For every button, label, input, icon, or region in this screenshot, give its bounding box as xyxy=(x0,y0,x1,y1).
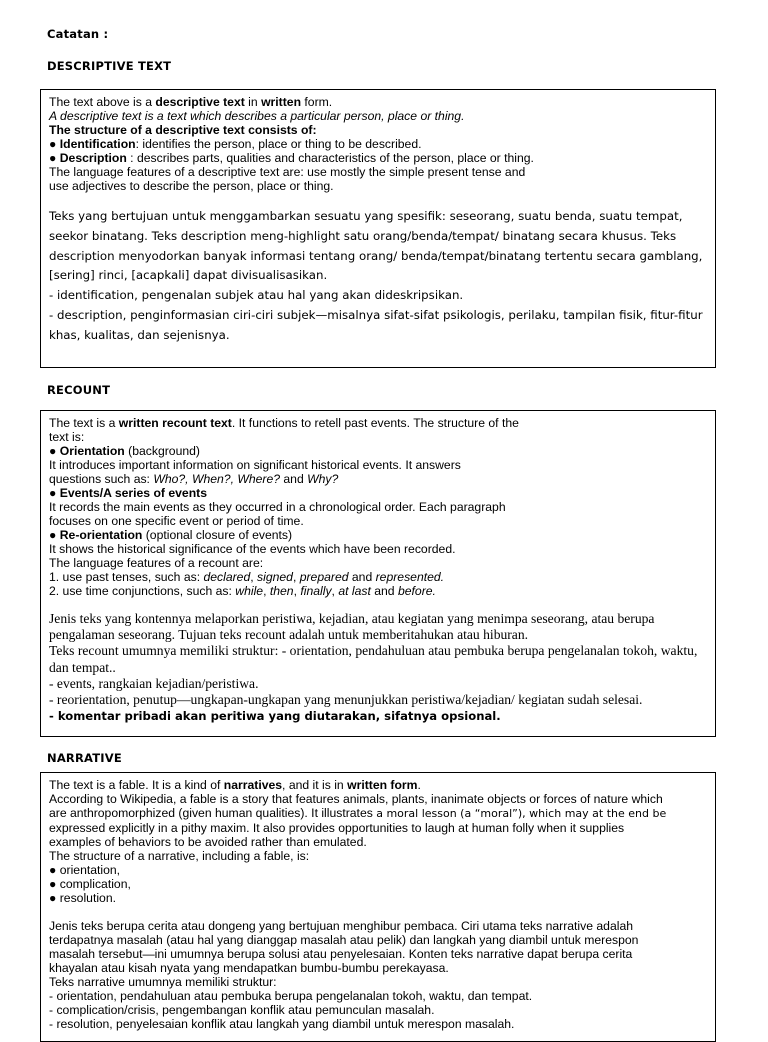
text-line: ● Description : describes parts, qualities and characteristics of the person, place or thing. xyxy=(49,151,534,165)
text-line: - resolution, penyelesaian konflik atau langkah yang diambil untuk merespon masalah. xyxy=(49,1017,515,1031)
text-line: ● Events/A series of events xyxy=(49,486,207,500)
text-line: ● Re-orientation (optional closure of events) xyxy=(49,528,293,542)
recount-indonesian-line: - events, rangkaian kejadian/peristiwa. xyxy=(49,675,259,691)
recount-indonesian-paragraph: Jenis teks yang kontennya melaporkan peristiwa, kejadian, atau kegiatan yang menimpa seseorang, atau berupa pengalaman seseorang. Tujuan teks recount adalah untuk memberitahukan atau hiburan. xyxy=(49,611,655,643)
text-line: Teks narrative umumnya memiliki struktur: xyxy=(49,975,277,989)
recount-indonesian-line: - reorientation, penutup—ungkapan-ungkapan yang menunjukkan peristiwa/kejadian/ kegiatan sudah selesai. xyxy=(49,692,643,708)
text-line: masalah tersebut—ini umumnya berupa solusi atau penyelesaian. Konten teks narrative dapat berupa cerita xyxy=(49,947,633,961)
narrative-box xyxy=(40,772,716,1042)
text-line: The language features of a recount are: xyxy=(49,556,264,570)
text-line: expressed explicitly in a pithy maxim. It also provides opportunities to laugh at human folly when it supplies xyxy=(49,821,625,835)
text-line: The structure of a narrative, including a fable, is: xyxy=(49,849,310,863)
text-line: questions such as: Who?, When?, Where? and Why? xyxy=(49,472,339,486)
recount-indonesian-paragraph: Teks recount umumnya memiliki struktur: - orientation, pendahuluan atau pembuka berupa pengelanalan tokoh, waktu, dan tempat.. xyxy=(49,643,698,675)
text-line: - orientation, pendahuluan atau pembuka berupa pengelanalan tokoh, waktu, dan tempat. xyxy=(49,989,533,1003)
text-line: ● Orientation (background) xyxy=(49,444,200,458)
narrative-heading: NARRATIVE xyxy=(47,751,122,765)
text-line: The structure of a descriptive text consists of: xyxy=(49,123,317,137)
text-line: - complication/crisis, pengembangan konflik atau pemunculan masalah. xyxy=(49,1003,435,1017)
descriptive-indonesian-line: - identification, pengenalan subjek atau hal yang akan dideskripsikan. xyxy=(49,288,464,303)
text-line: khayalan atau kisah nyata yang mendapatkan bumbu-bumbu perekayasa. xyxy=(49,961,449,975)
text-line: The language features of a descriptive text are: use mostly the simple present tense and xyxy=(49,165,526,179)
catatan-label: Catatan : xyxy=(47,27,109,41)
text-line: A descriptive text is a text which describes a particular person, place or thing. xyxy=(49,109,465,123)
text-line: It shows the historical significance of the events which have been recorded. xyxy=(49,542,456,556)
text-line: 1. use past tenses, such as: declared, signed, prepared and represented. xyxy=(49,570,445,584)
text-line: text is: xyxy=(49,430,85,444)
descriptive-box xyxy=(40,89,716,368)
text-line: use adjectives to describe the person, place or thing. xyxy=(49,179,334,193)
descriptive-indonesian-paragraph: Teks yang bertujuan untuk menggambarkan sesuatu yang spesifik: seseorang, suatu benda, suatu tempat, seekor binatang. Teks description meng-highlight satu orang/benda/tempat/ binatang secara khusus. Teks description menyodorkan banyak informasi tentang orang/ benda/tempat/binatang tertentu secara gamblang, [sering] rinci, [acapkali] dapat divisualisasikan. xyxy=(49,209,703,283)
text-line: ● complication, xyxy=(49,877,131,891)
recount-box xyxy=(40,410,716,737)
text-line: According to Wikipedia, a fable is a story that features animals, plants, inanimate objects or forces of nature which xyxy=(49,792,663,806)
text-line: The text is a written recount text. It functions to retell past events. The structure of the xyxy=(49,416,519,430)
recount-heading: RECOUNT xyxy=(47,383,111,397)
text-line: ● orientation, xyxy=(49,863,121,877)
recount-indonesian-line: - komentar pribadi akan peritiwa yang diutarakan, sifatnya opsional. xyxy=(49,709,501,724)
recount-english xyxy=(49,416,707,598)
text-line: Jenis teks berupa cerita atau dongeng yang bertujuan menghibur pembaca. Ciri utama teks narrative adalah xyxy=(49,919,634,933)
narrative-english xyxy=(49,778,707,1031)
descriptive-english xyxy=(49,95,707,193)
text-line: The text above is a descriptive text in written form. xyxy=(49,95,333,109)
text-line: focuses on one specific event or period of time. xyxy=(49,514,304,528)
text-line: examples of behaviors to be avoided rather than emulated. xyxy=(49,835,367,849)
descriptive-indonesian-line: - description, penginformasian ciri-ciri subjek—misalnya sifat-sifat psikologis, perilaku, tampilan fisik, fitur-fitur khas, kualitas, dan sejenisnya. xyxy=(49,307,703,342)
descriptive-heading: DESCRIPTIVE TEXT xyxy=(47,59,172,73)
text-line: The text is a fable. It is a kind of narratives, and it is in written form. xyxy=(49,778,421,792)
text-line: It records the main events as they occurred in a chronological order. Each paragraph xyxy=(49,500,506,514)
text-line: It introduces important information on significant historical events. It answers xyxy=(49,458,461,472)
text-line: ● Identification: identifies the person, place or thing to be described. xyxy=(49,137,422,151)
text-line: 2. use time conjunctions, such as: while, then, finally, at last and before. xyxy=(49,584,436,598)
text-line: are anthropomorphized (given human qualities). It illustrates a moral lesson (a “moral”), which may at the end be xyxy=(49,806,667,820)
text-line: terdapatnya masalah (atau hal yang dianggap masalah atau pelik) dan langkah yang diambil untuk merespon xyxy=(49,933,639,947)
text-line: ● resolution. xyxy=(49,891,116,905)
